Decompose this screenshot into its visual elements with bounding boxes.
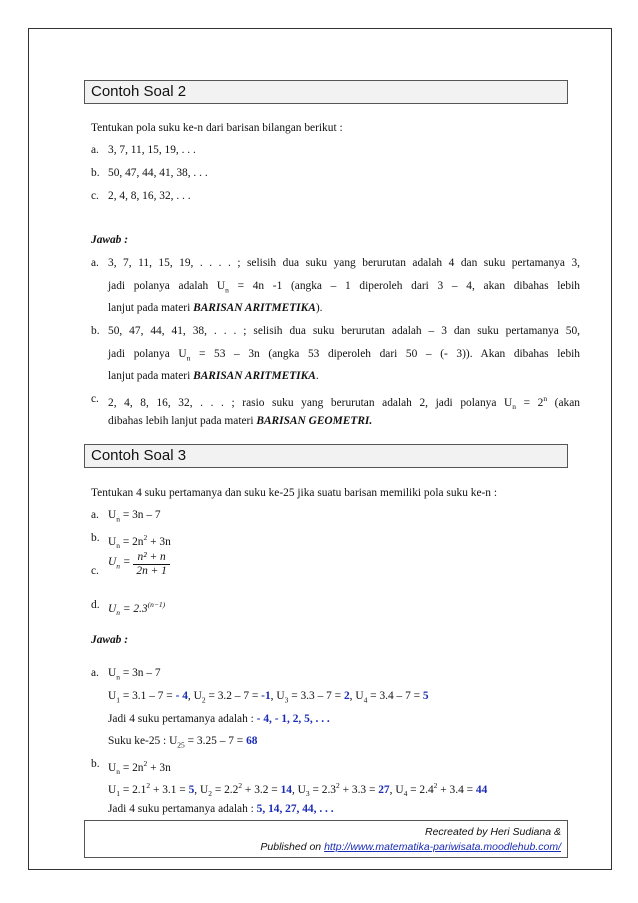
section-heading-soal-2: Contoh Soal 2	[84, 80, 568, 104]
fraction: $\frac{\text{n² + n}}{2n + 1}$	[133, 551, 169, 578]
formula-d: $U_n = 2.3^{(n-1)}$	[108, 600, 166, 618]
answer-result-b: Jadi 4 suku pertamanya adalah : 5, 14, 27, 44, . . .	[108, 803, 334, 815]
list-label: a.	[91, 509, 99, 521]
footer-line-2: Published on http://www.matematika-pariwisata.moodlehub.com/	[260, 841, 561, 853]
list-label: b.	[91, 325, 100, 337]
answer-formula-a: $U_n = 3n - 7$	[108, 667, 161, 682]
answer-a-line-2: jadi polanya adalah $U_n = 4n$ -1 (angka – 1 diperoleh dari 3 – 4, akan dibahas lebih	[108, 280, 580, 295]
answer-c-line-2: dibahas lebih lanjut pada materi BARISAN GEOMETRI.	[108, 415, 373, 427]
answer-result-a: Jadi 4 suku pertamanya adalah : - 4, - 1, 2, 5, . . .	[108, 713, 330, 725]
list-label: d.	[91, 599, 100, 611]
list-item: 3, 7, 11, 15, 19, . . .	[108, 144, 196, 156]
formula-c: $U_n$ = $\frac{\text{n² + n}}{2n + 1}$	[108, 551, 170, 578]
list-label: b.	[91, 532, 100, 544]
answer-b-line-3: lanjut pada materi BARISAN ARITMETIKA.	[108, 370, 319, 382]
list-label: c.	[91, 190, 99, 202]
list-label: b.	[91, 167, 100, 179]
answer-terms-b: $U_1 = 2.1^2 + 3.1 = 5$, $U_2 = 2.2^2 + 3.2 = 14$, $U_3 = 2.3^2 + 3.3 = 27$, $U_4 = 2.4^2 + 3.4 = 44$	[108, 781, 488, 799]
list-label: c.	[91, 393, 99, 405]
answer-terms-a: $U_1 = 3.1 - 7$ = - 4, $U_2 = 3.2 - 7 = -1$, $U_3 = 3.3 - 7 = 2$, $U_4 = 3.4 - 7 = 5$	[108, 690, 429, 705]
answer-a-line-3: lanjut pada materi BARISAN ARITMETIKA).	[108, 302, 323, 314]
list-label: a.	[91, 667, 99, 679]
formula-b: $U_n = 2n^2 + 3n$	[108, 533, 171, 551]
question-text: Tentukan pola suku ke-n dari barisan bilangan berikut :	[91, 122, 343, 134]
formula-a: $U_n = 3n - 7$	[108, 509, 161, 524]
list-label: a.	[91, 257, 99, 269]
question-text: Tentukan 4 suku pertamanya dan suku ke-25 jika suatu barisan memiliki pola suku ke-n :	[91, 487, 498, 499]
list-label: a.	[91, 144, 99, 156]
footer-link[interactable]: http://www.matematika-pariwisata.moodlehub.com/	[324, 841, 561, 853]
answer-b-line-1: 50, 47, 44, 41, 38, . . . ; selisih dua suku berurutan adalah – 3 dan suku pertamanya 50,	[108, 325, 580, 337]
answer-b-line-2: jadi polanya $U_n = 53 - 3n$ (angka 53 diperoleh dari 50 – (- 3)). Akan dibahas lebih	[108, 348, 581, 363]
list-label: b.	[91, 758, 100, 770]
footer-credit	[84, 820, 568, 858]
list-label: c.	[91, 565, 99, 577]
answer-suku-25: Suku ke-25 : $U_{25} = 3.25 - 7 = 68$	[108, 735, 258, 750]
section-heading-soal-3: Contoh Soal 3	[84, 444, 568, 468]
answer-formula-b: $U_n = 2n^2 + 3n$	[108, 759, 171, 777]
answer-a-line-1: 3, 7, 11, 15, 19, . . . . ; selisih dua suku yang berurutan adalah 4 dan suku pertamanya 3,	[108, 257, 580, 269]
footer-line-1: Recreated by Heri Sudiana &	[425, 826, 561, 838]
list-item: 50, 47, 44, 41, 38, . . .	[108, 167, 208, 179]
jawab-label: Jawab :	[91, 634, 129, 646]
answer-c-line-1: 2, 4, 8, 16, 32, . . . ; rasio suku yang berurutan adalah 2, jadi polanya $U_n = 2^n$ (akan	[108, 394, 580, 412]
jawab-label: Jawab :	[91, 234, 129, 246]
list-item: 2, 4, 8, 16, 32, . . .	[108, 190, 191, 202]
